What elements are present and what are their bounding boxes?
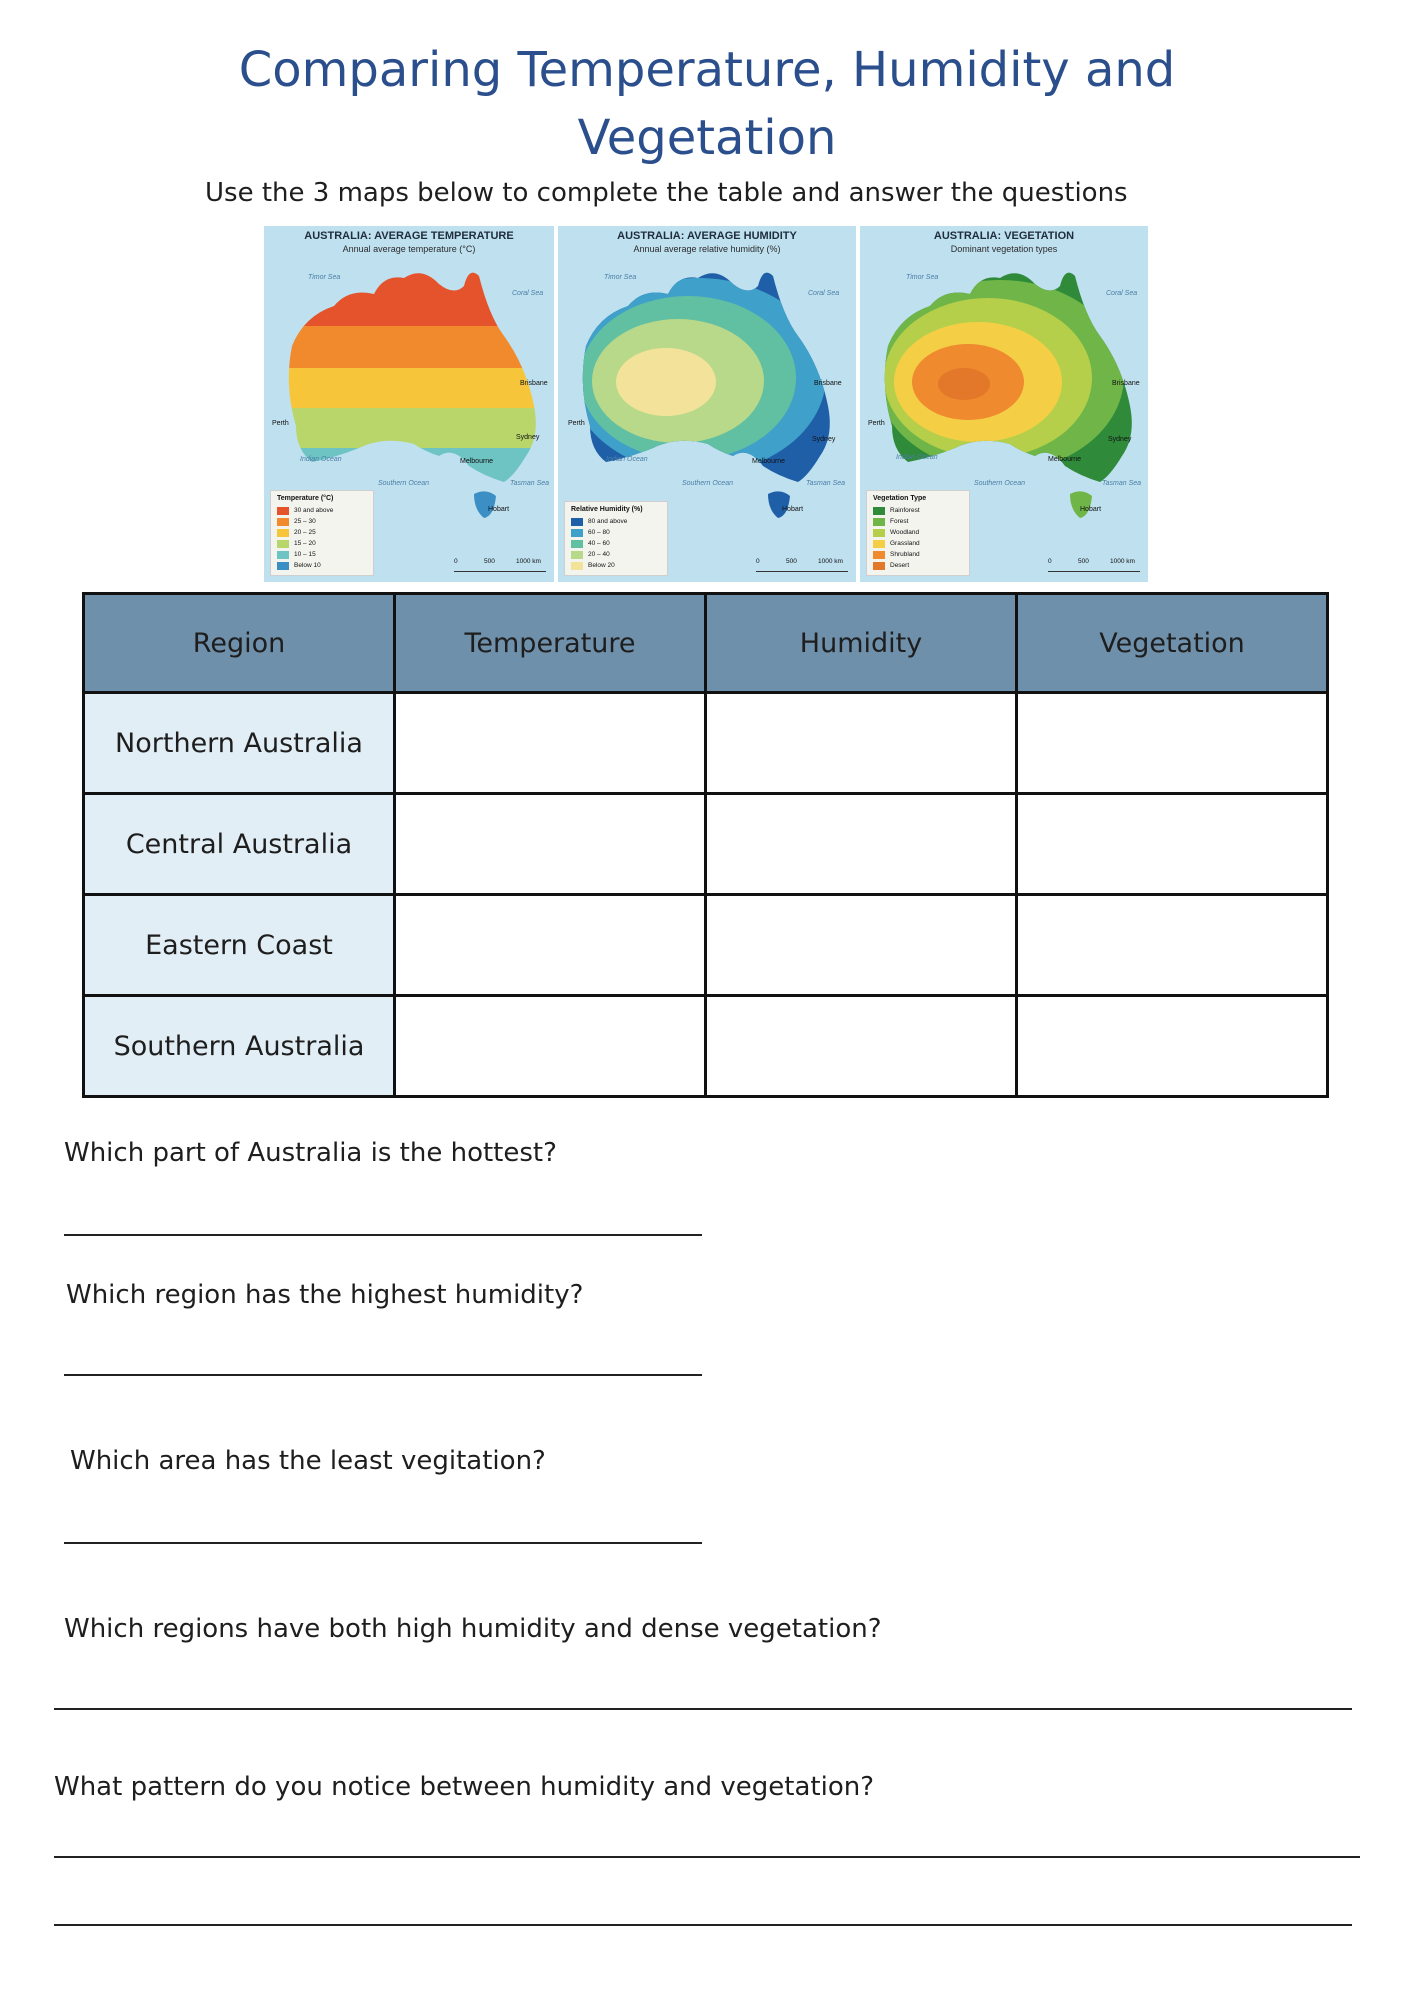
sydney-label: Sydney (516, 434, 540, 441)
vegetation-legend (866, 490, 970, 576)
legend-swatch (571, 562, 583, 570)
temperature-map-subtitle: Annual average temperature (°C) (342, 244, 476, 254)
legend-label: Forest (890, 518, 909, 525)
melbourne-label: Melbourne (752, 458, 786, 465)
answer-line-5a[interactable] (54, 1856, 1360, 1858)
legend-swatch (277, 540, 289, 548)
legend-label: Below 20 (588, 562, 615, 569)
humidity-map (558, 226, 858, 582)
humidity-map-title: AUSTRALIA: AVERAGE HUMIDITY (617, 230, 797, 242)
timor-sea-label: Timor Sea (308, 274, 341, 281)
timor-sea-label: Timor Sea (906, 274, 939, 281)
legend-label: 10 – 15 (294, 551, 316, 558)
perth-label: Perth (868, 420, 885, 427)
legend-swatch (873, 551, 885, 559)
scale-line (1048, 571, 1140, 572)
scale-label: 500 (484, 558, 495, 565)
table-row (84, 895, 1328, 996)
answer-cell-humidity[interactable] (706, 693, 1017, 794)
legend-item (873, 538, 963, 549)
region-cell: Central Australia (84, 794, 395, 895)
question-2: Which region has the highest humidity? (66, 1280, 584, 1310)
temperature-map (264, 226, 556, 582)
answer-line-3[interactable] (64, 1542, 702, 1544)
legend-label: 40 – 60 (588, 540, 610, 547)
legend-item (873, 516, 963, 527)
melbourne-label: Melbourne (460, 458, 494, 465)
temperature-legend-title: Temperature (°C) (277, 495, 334, 502)
legend-item (277, 505, 367, 516)
legend-swatch (277, 518, 289, 526)
scale-bar (756, 558, 848, 574)
legend-label: 20 – 40 (588, 551, 610, 558)
question-3: Which area has the least vegitation? (70, 1446, 546, 1476)
legend-swatch (873, 562, 885, 570)
coral-sea-label: Coral Sea (808, 290, 840, 297)
question-5: What pattern do you notice between humidity and vegetation? (54, 1772, 875, 1802)
brisbane-label: Brisbane (1112, 380, 1140, 387)
answer-line-1[interactable] (64, 1234, 702, 1236)
legend-swatch (571, 518, 583, 526)
southern-ocean-label: Southern Ocean (682, 480, 733, 487)
southern-ocean-label: Southern Ocean (378, 480, 429, 487)
legend-label: Desert (890, 562, 910, 569)
table-header-row (84, 594, 1328, 693)
legend-label: 60 – 80 (588, 529, 610, 536)
vegetation-map (860, 226, 1148, 582)
question-1: Which part of Australia is the hottest? (64, 1138, 557, 1168)
title-line-2: Vegetation (577, 110, 837, 166)
melbourne-label: Melbourne (1048, 456, 1082, 463)
answer-cell-humidity[interactable] (706, 996, 1017, 1097)
legend-swatch (277, 562, 289, 570)
scale-bar (454, 558, 546, 574)
legend-swatch (873, 507, 885, 515)
scale-line (454, 571, 546, 572)
legend-item (277, 538, 367, 549)
vegetation-map-title: AUSTRALIA: VEGETATION (933, 230, 1075, 242)
hobart-label: Hobart (1080, 506, 1102, 513)
scale-label: 1000 km (1110, 558, 1135, 565)
legend-label: 25 – 30 (294, 518, 316, 525)
legend-item (873, 560, 963, 571)
map-strip (264, 226, 1148, 582)
header-temperature: Temperature (395, 594, 706, 693)
scale-label: 0 (454, 558, 458, 565)
answer-cell-humidity[interactable] (706, 794, 1017, 895)
scale-label: 500 (1078, 558, 1089, 565)
legend-item (277, 560, 367, 571)
legend-item (571, 516, 661, 527)
humidity-legend-title: Relative Humidity (%) (571, 506, 643, 513)
sydney-label: Sydney (812, 436, 836, 443)
tasman-sea-label: Tasman Sea (806, 480, 846, 487)
answer-line-4[interactable] (54, 1708, 1352, 1710)
indian-ocean-label: Indian Ocean (896, 454, 938, 461)
legend-item (277, 527, 367, 538)
scale-line (756, 571, 848, 572)
legend-swatch (277, 507, 289, 515)
sydney-label: Sydney (1108, 436, 1132, 443)
answer-cell-vegetation[interactable] (1017, 996, 1328, 1097)
comparison-table (82, 592, 1329, 1098)
answer-cell-temperature[interactable] (395, 895, 706, 996)
legend-swatch (873, 518, 885, 526)
vegetation-map-subtitle: Dominant vegetation types (950, 244, 1058, 254)
legend-label: Shrubland (890, 551, 920, 558)
title-line-1: Comparing Temperature, Humidity and (238, 42, 1176, 98)
answer-cell-humidity[interactable] (706, 895, 1017, 996)
hobart-label: Hobart (782, 506, 804, 513)
legend-swatch (571, 529, 583, 537)
legend-item (571, 538, 661, 549)
answer-line-5b[interactable] (54, 1924, 1352, 1926)
legend-label: Below 10 (294, 562, 321, 569)
legend-swatch (571, 540, 583, 548)
indian-ocean-label: Indian Ocean (300, 456, 342, 463)
legend-label: 30 and above (294, 507, 334, 514)
legend-item (571, 560, 661, 571)
coral-sea-label: Coral Sea (512, 290, 544, 297)
coral-sea-label: Coral Sea (1106, 290, 1138, 297)
scale-label: 1000 km (818, 558, 843, 565)
scale-label: 0 (756, 558, 760, 565)
page-title (0, 36, 1414, 172)
legend-label: Grassland (890, 540, 920, 547)
legend-label: 80 and above (588, 518, 628, 525)
legend-label: 15 – 20 (294, 540, 316, 547)
answer-line-2[interactable] (64, 1374, 702, 1376)
legend-item (873, 505, 963, 516)
legend-item (571, 549, 661, 560)
perth-label: Perth (272, 420, 289, 427)
legend-label: 20 – 25 (294, 529, 316, 536)
legend-item (277, 549, 367, 560)
legend-item (873, 527, 963, 538)
tasman-sea-label: Tasman Sea (510, 480, 550, 487)
legend-item (277, 516, 367, 527)
timor-sea-label: Timor Sea (604, 274, 637, 281)
brisbane-label: Brisbane (520, 380, 548, 387)
scale-bar (1048, 558, 1140, 574)
legend-label: Rainforest (890, 507, 920, 514)
legend-swatch (277, 551, 289, 559)
region-cell: Northern Australia (84, 693, 395, 794)
brisbane-label: Brisbane (814, 380, 842, 387)
legend-item (571, 527, 661, 538)
temperature-legend (270, 490, 374, 576)
temperature-map-title: AUSTRALIA: AVERAGE TEMPERATURE (304, 230, 514, 242)
scale-label: 0 (1048, 558, 1052, 565)
legend-label: Woodland (890, 529, 920, 536)
table-row (84, 996, 1328, 1097)
humidity-map-subtitle: Annual average relative humidity (%) (633, 244, 781, 254)
region-cell: Southern Australia (84, 996, 395, 1097)
scale-label: 500 (786, 558, 797, 565)
table-row (84, 794, 1328, 895)
answer-cell-temperature[interactable] (395, 996, 706, 1097)
hobart-label: Hobart (488, 506, 510, 513)
region-cell: Eastern Coast (84, 895, 395, 996)
header-vegetation: Vegetation (1017, 594, 1328, 693)
perth-label: Perth (568, 420, 585, 427)
answer-cell-vegetation[interactable] (1017, 895, 1328, 996)
legend-item (873, 549, 963, 560)
legend-swatch (873, 540, 885, 548)
legend-swatch (571, 551, 583, 559)
legend-swatch (277, 529, 289, 537)
table-row (84, 693, 1328, 794)
legend-swatch (873, 529, 885, 537)
vegetation-legend-title: Vegetation Type (873, 495, 927, 502)
answer-cell-temperature[interactable] (395, 693, 706, 794)
question-4: Which regions have both high humidity and dense vegetation? (64, 1614, 882, 1644)
scale-label: 1000 km (516, 558, 541, 565)
header-region: Region (84, 594, 395, 693)
answer-cell-vegetation[interactable] (1017, 693, 1328, 794)
humidity-legend (564, 501, 668, 576)
indian-ocean-label: Indian Ocean (606, 456, 648, 463)
tasman-sea-label: Tasman Sea (1102, 480, 1142, 487)
answer-cell-vegetation[interactable] (1017, 794, 1328, 895)
instructions: Use the 3 maps below to complete the table and answer the questions (205, 178, 1128, 208)
southern-ocean-label: Southern Ocean (974, 480, 1025, 487)
header-humidity: Humidity (706, 594, 1017, 693)
answer-cell-temperature[interactable] (395, 794, 706, 895)
